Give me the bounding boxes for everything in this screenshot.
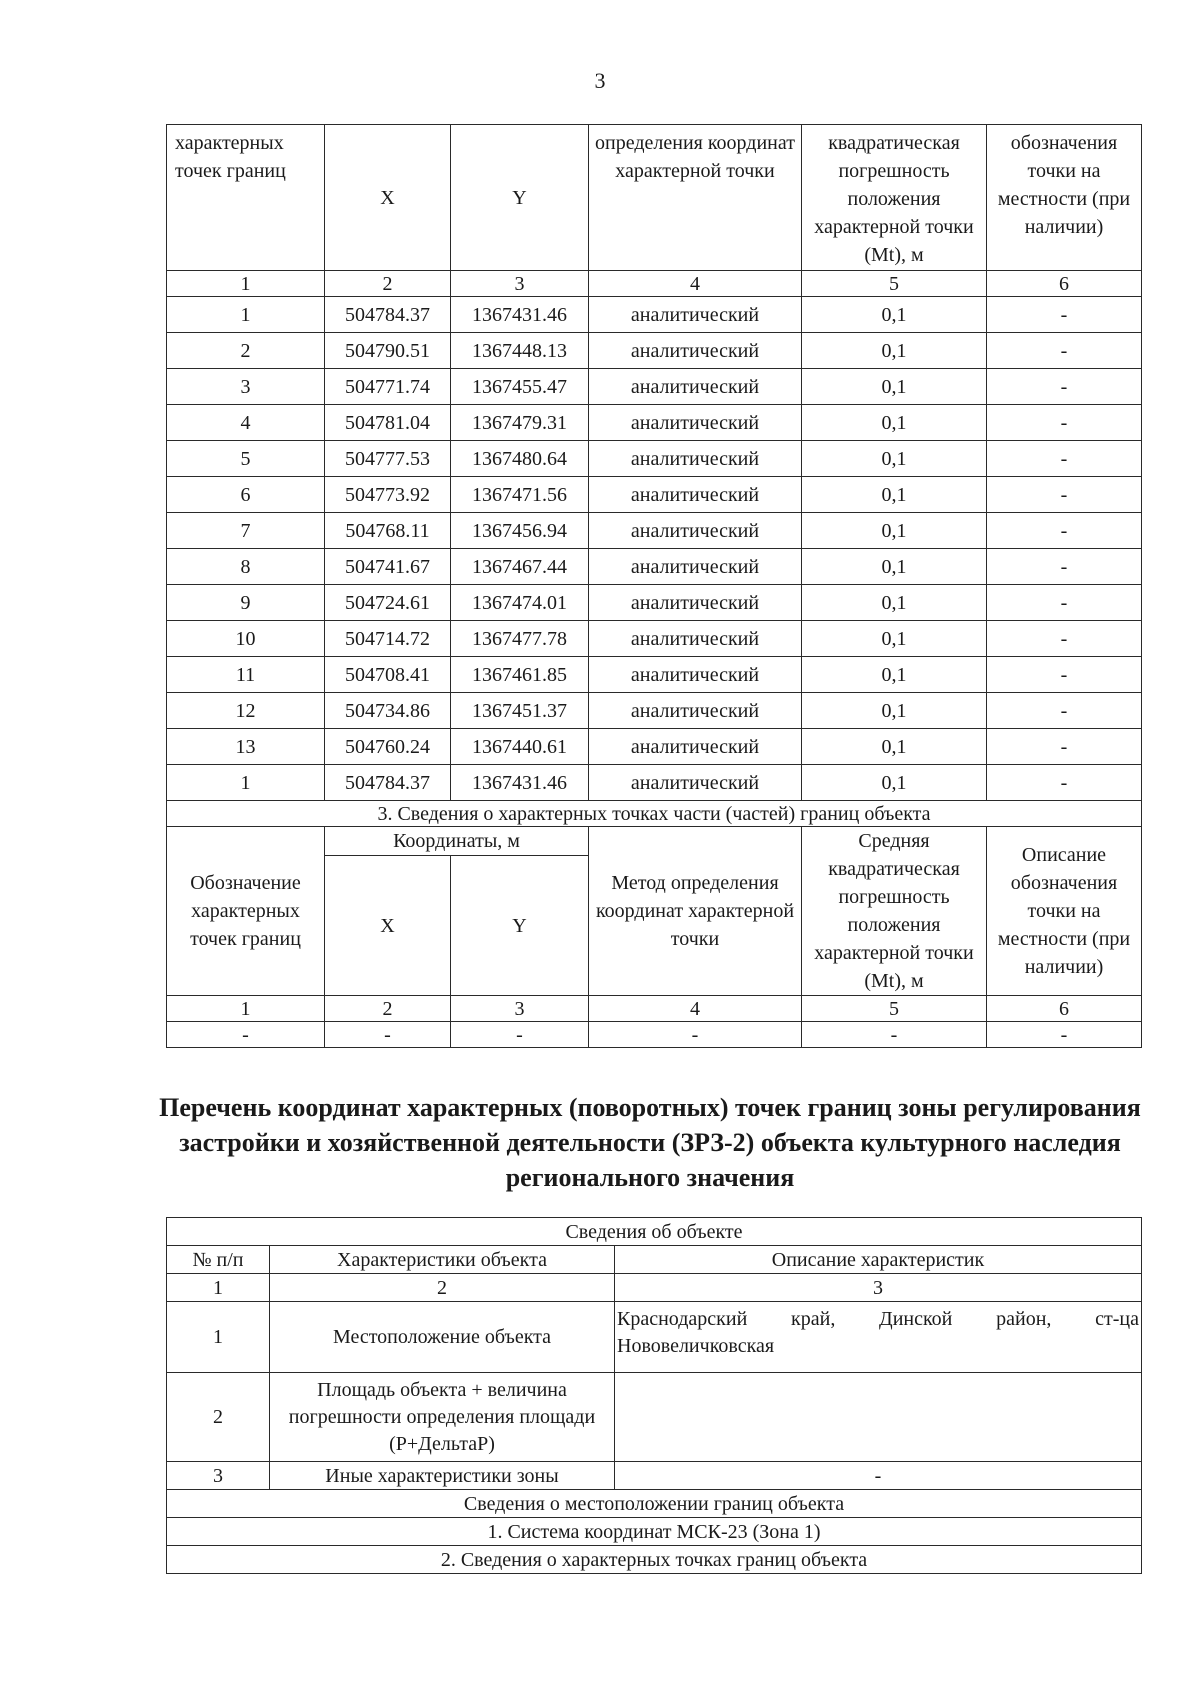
empty-cell: - — [167, 1022, 325, 1048]
cell-mt: 0,1 — [802, 549, 987, 585]
section-coordinate-system: 1. Система координат МСК-23 (Зона 1) — [167, 1518, 1142, 1546]
column-number: 2 — [270, 1274, 615, 1302]
cell-y: 1367474.01 — [451, 585, 589, 621]
cell-method: аналитический — [589, 765, 802, 801]
cell-y: 1367461.85 — [451, 657, 589, 693]
cell-mt: 0,1 — [802, 297, 987, 333]
cell-y: 1367456.94 — [451, 513, 589, 549]
cell-y: 1367477.78 — [451, 621, 589, 657]
cell-desc: - — [987, 369, 1142, 405]
row-num: 2 — [167, 1373, 270, 1462]
s3-column-numbers-row — [167, 996, 1142, 1022]
s3-header-y: Y — [451, 856, 589, 996]
cell-method: аналитический — [589, 621, 802, 657]
cell-mt: 0,1 — [802, 585, 987, 621]
cell-method: аналитический — [589, 549, 802, 585]
table-row — [167, 405, 1142, 441]
cell-y: 1367440.61 — [451, 729, 589, 765]
header-num: № п/п — [167, 1246, 270, 1274]
row-num: 1 — [167, 1302, 270, 1373]
header-method: определения координат характерной точки — [589, 125, 802, 271]
cell-x: 504784.37 — [325, 765, 451, 801]
cell-n: 3 — [167, 369, 325, 405]
cell-desc: - — [987, 333, 1142, 369]
empty-cell: - — [802, 1022, 987, 1048]
cell-mt: 0,1 — [802, 693, 987, 729]
section-location-title: Сведения о местоположении границ объекта — [167, 1490, 1142, 1518]
cell-n: 7 — [167, 513, 325, 549]
cell-method: аналитический — [589, 333, 802, 369]
column-number: 1 — [167, 1274, 270, 1302]
column-number: 2 — [325, 996, 451, 1022]
column-number: 6 — [987, 996, 1142, 1022]
cell-y: 1367448.13 — [451, 333, 589, 369]
header-x: X — [325, 125, 451, 271]
table-row — [167, 369, 1142, 405]
empty-cell: - — [325, 1022, 451, 1048]
cell-method: аналитический — [589, 693, 802, 729]
row-num: 3 — [167, 1462, 270, 1490]
cell-method: аналитический — [589, 585, 802, 621]
cell-desc: - — [987, 513, 1142, 549]
cell-method: аналитический — [589, 657, 802, 693]
row-description — [615, 1373, 1142, 1462]
column-number: 3 — [615, 1274, 1142, 1302]
cell-x: 504773.92 — [325, 477, 451, 513]
table-row — [167, 513, 1142, 549]
cell-mt: 0,1 — [802, 369, 987, 405]
column-number: 1 — [167, 271, 325, 297]
cell-method: аналитический — [589, 297, 802, 333]
column-numbers-row — [167, 271, 1142, 297]
column-number: 3 — [451, 271, 589, 297]
cell-mt: 0,1 — [802, 513, 987, 549]
cell-desc: - — [987, 585, 1142, 621]
cell-x: 504741.67 — [325, 549, 451, 585]
header-description: Описание характеристик — [615, 1246, 1142, 1274]
s3-header-point-label: Обозначение характерных точек границ — [167, 827, 325, 996]
column-number: 3 — [451, 996, 589, 1022]
cell-desc: - — [987, 549, 1142, 585]
cell-x: 504790.51 — [325, 333, 451, 369]
cell-method: аналитический — [589, 729, 802, 765]
cell-n: 4 — [167, 405, 325, 441]
cell-method: аналитический — [589, 441, 802, 477]
cell-x: 504714.72 — [325, 621, 451, 657]
cell-method: аналитический — [589, 477, 802, 513]
column-number: 5 — [802, 996, 987, 1022]
cell-x: 504784.37 — [325, 297, 451, 333]
section3-title: 3. Сведения о характерных точках части (частей) границ объекта — [167, 801, 1142, 827]
row-description: Краснодарский край, Динской район, ст-ца Нововеличковская — [615, 1302, 1142, 1373]
cell-mt: 0,1 — [802, 333, 987, 369]
cell-x: 504771.74 — [325, 369, 451, 405]
cell-desc: - — [987, 621, 1142, 657]
cell-x: 504768.11 — [325, 513, 451, 549]
header-y: Y — [451, 125, 589, 271]
cell-y: 1367451.37 — [451, 693, 589, 729]
cell-x: 504760.24 — [325, 729, 451, 765]
document-heading: Перечень координат характерных (поворотных) точек границ зоны регулирования застройки и хозяйственной деятельности (ЗРЗ-2) объекта культурного наследия регионального значения — [159, 1093, 1141, 1192]
cell-method: аналитический — [589, 369, 802, 405]
cell-desc: - — [987, 441, 1142, 477]
s3-header-coords: Координаты, м — [325, 827, 589, 856]
table-row — [167, 549, 1142, 585]
page-number: 3 — [594, 68, 606, 93]
row-characteristic: Местоположение объекта — [270, 1302, 615, 1373]
header-error: квадратическая погрешность положения характерной точки (Mt), м — [802, 125, 987, 271]
cell-y: 1367431.46 — [451, 297, 589, 333]
column-number: 6 — [987, 271, 1142, 297]
s3-header-description: Описание обозначения точки на местности (при наличии) — [987, 827, 1142, 996]
cell-mt: 0,1 — [802, 765, 987, 801]
cell-y: 1367479.31 — [451, 405, 589, 441]
table-row — [167, 333, 1142, 369]
cell-mt: 0,1 — [802, 657, 987, 693]
cell-method: аналитический — [589, 405, 802, 441]
cell-desc: - — [987, 729, 1142, 765]
cell-n: 12 — [167, 693, 325, 729]
row-characteristic: Площадь объекта + величина погрешности определения площади (Р+ДельтаР) — [270, 1373, 615, 1462]
s3-header-error: Средняя квадратическая погрешность положения характерной точки (Mt), м — [802, 827, 987, 996]
table-row — [167, 693, 1142, 729]
cell-x: 504724.61 — [325, 585, 451, 621]
s3-empty-row — [167, 1022, 1142, 1048]
cell-desc: - — [987, 657, 1142, 693]
cell-n: 8 — [167, 549, 325, 585]
section-boundary-points: 2. Сведения о характерных точках границ объекта — [167, 1546, 1142, 1574]
table-row — [167, 657, 1142, 693]
column-number: 2 — [325, 271, 451, 297]
table-row — [167, 297, 1142, 333]
cell-desc: - — [987, 405, 1142, 441]
cell-desc: - — [987, 765, 1142, 801]
cell-y: 1367471.56 — [451, 477, 589, 513]
table-row — [167, 441, 1142, 477]
cell-n: 2 — [167, 333, 325, 369]
cell-x: 504708.41 — [325, 657, 451, 693]
cell-n: 13 — [167, 729, 325, 765]
table-row — [167, 585, 1142, 621]
column-number: 5 — [802, 271, 987, 297]
row-description: - — [615, 1462, 1142, 1490]
s3-header-x: X — [325, 856, 451, 996]
cell-mt: 0,1 — [802, 729, 987, 765]
header-description: обозначения точки на местности (при наличии) — [987, 125, 1142, 271]
cell-mt: 0,1 — [802, 621, 987, 657]
column-number: 4 — [589, 271, 802, 297]
cell-mt: 0,1 — [802, 477, 987, 513]
cell-mt: 0,1 — [802, 405, 987, 441]
row-characteristic: Иные характеристики зоны — [270, 1462, 615, 1490]
cell-x: 504777.53 — [325, 441, 451, 477]
cell-x: 504781.04 — [325, 405, 451, 441]
cell-y: 1367431.46 — [451, 765, 589, 801]
column-number: 4 — [589, 996, 802, 1022]
table-row — [167, 729, 1142, 765]
cell-n: 1 — [167, 297, 325, 333]
table-row — [167, 765, 1142, 801]
cell-desc: - — [987, 477, 1142, 513]
cell-method: аналитический — [589, 513, 802, 549]
cell-n: 5 — [167, 441, 325, 477]
empty-cell: - — [451, 1022, 589, 1048]
empty-cell: - — [987, 1022, 1142, 1048]
empty-cell: - — [589, 1022, 802, 1048]
table-row — [167, 621, 1142, 657]
cell-mt: 0,1 — [802, 441, 987, 477]
header-characteristics: Характеристики объекта — [270, 1246, 615, 1274]
table-row — [167, 477, 1142, 513]
s3-header-method: Метод определения координат характерной точки — [589, 827, 802, 996]
cell-n: 11 — [167, 657, 325, 693]
header-point-label: характерных точек границ — [167, 125, 325, 271]
cell-n: 1 — [167, 765, 325, 801]
object-info-table — [166, 1217, 1142, 1574]
cell-x: 504734.86 — [325, 693, 451, 729]
cell-y: 1367480.64 — [451, 441, 589, 477]
column-number: 1 — [167, 996, 325, 1022]
object-info-title: Сведения об объекте — [167, 1218, 1142, 1246]
cell-y: 1367455.47 — [451, 369, 589, 405]
cell-n: 9 — [167, 585, 325, 621]
cell-n: 6 — [167, 477, 325, 513]
cell-n: 10 — [167, 621, 325, 657]
cell-desc: - — [987, 693, 1142, 729]
coordinates-table — [166, 124, 1142, 1048]
cell-y: 1367467.44 — [451, 549, 589, 585]
cell-desc: - — [987, 297, 1142, 333]
